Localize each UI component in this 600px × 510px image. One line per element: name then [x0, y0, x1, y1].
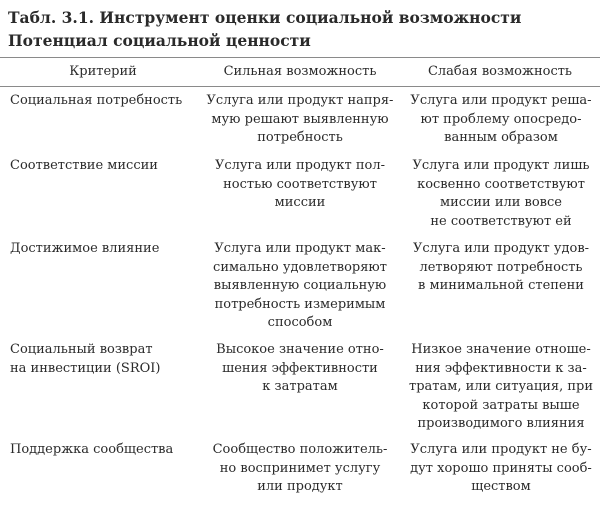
table-title-line-2: Потенциал социальной ценности [8, 31, 311, 50]
cell-weak: Услуга или продукт не бу- дут хорошо приняты сооб- ществом [410, 442, 592, 494]
cell-weak: Услуга или продукт удов- летворяют потребность в минимальной степени [412, 241, 590, 293]
table-title [8, 6, 596, 52]
cell-weak: Услуга или продукт реша- ют проблему опосредо- ванным образом [410, 93, 592, 145]
cell-strong: Услуга или продукт напря- мую решают выявленную потребность [206, 93, 394, 145]
cell-criterion: Поддержка сообщества [10, 442, 174, 457]
table-header-rule [0, 86, 600, 87]
cell-strong: Услуга или продукт пол- ностью соответствуют миссии [214, 158, 386, 210]
table-top-rule [0, 57, 600, 58]
cell-criterion: Социальная потребность [10, 93, 183, 108]
header-strong: Сильная возможность [223, 64, 377, 79]
cell-criterion: Соответствие миссии [10, 158, 158, 173]
table-title-line-1: Табл. 3.1. Инструмент оценки социальной возможности [8, 8, 522, 27]
cell-weak: Низкое значение отноше- ния эффективности к за- тратам, или ситуация, при которой затраты выше производимого влияния [409, 342, 593, 431]
header-weak: Слабая возможность [427, 64, 573, 79]
header-criterion: Критерий [69, 64, 137, 79]
cell-strong: Высокое значение отно- шения эффективности к затратам [216, 342, 384, 394]
cell-strong: Сообщество положитель- но воспринимет услугу или продукт [212, 442, 388, 494]
cell-strong: Услуга или продукт мак- симально удовлетворяют выявленную социальную потребность измеримым способом [213, 241, 387, 330]
cell-criterion: Социальный возврат на инвестиции (SROI) [10, 342, 161, 376]
cell-weak: Услуга или продукт лишь косвенно соответствуют миссии или вовсе не соответствуют ей [412, 158, 590, 229]
cell-criterion: Достижимое влияние [10, 241, 160, 256]
